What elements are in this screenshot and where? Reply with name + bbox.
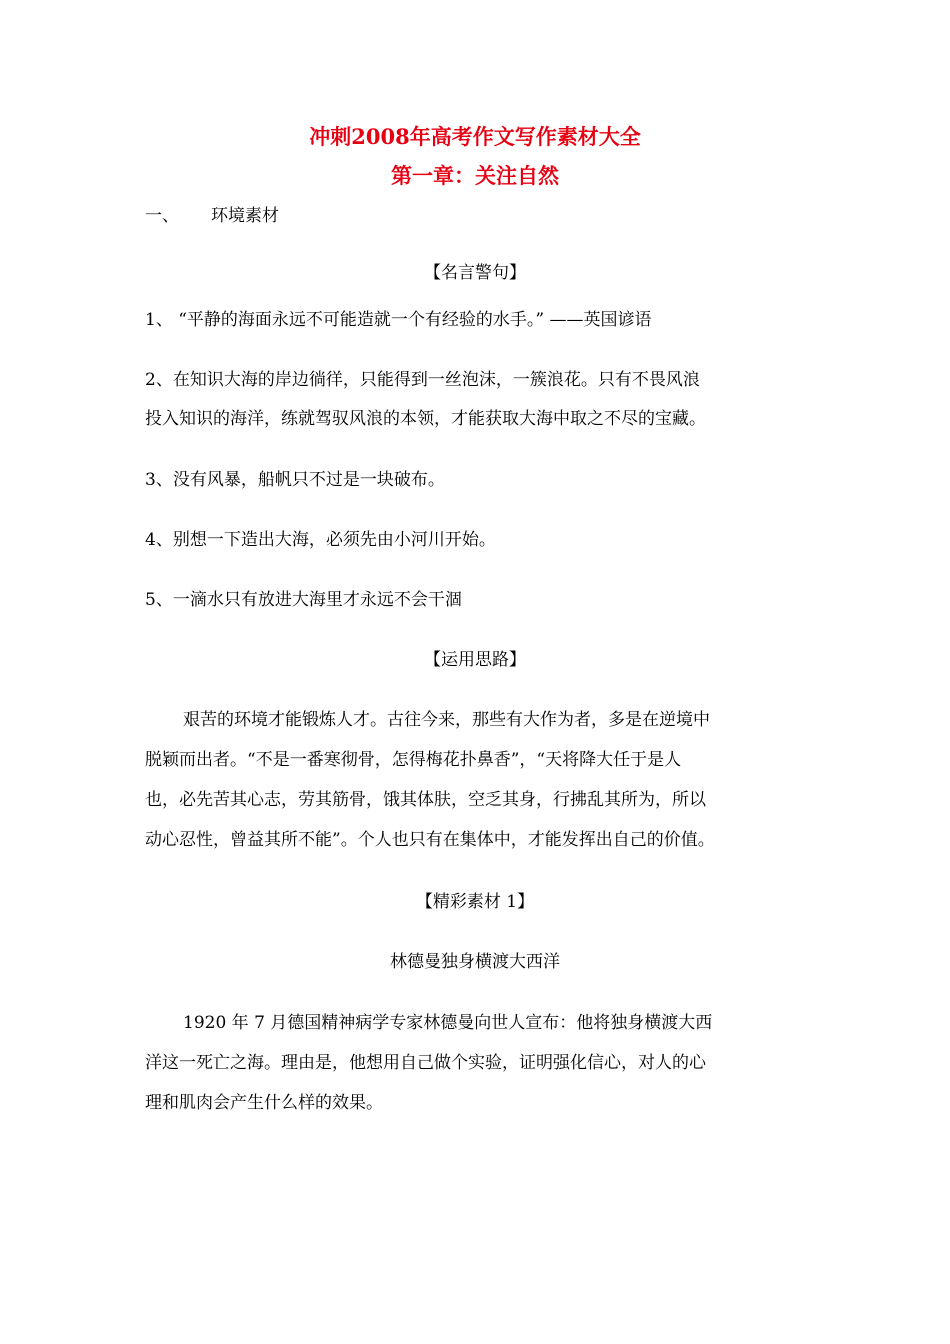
material-title: 林德曼独身横渡大西洋 (390, 952, 560, 972)
usage-line: 动心忍性，曾益其所不能”。个人也只有在集体中，才能发挥出自己的价值。 (145, 830, 715, 850)
section-title: 环境素材 (211, 206, 279, 226)
document-title: 冲刺2008年高考作文写作素材大全 (309, 124, 641, 149)
material-heading: 【精彩素材 1】 (415, 892, 535, 912)
section-number: 一、 (145, 206, 179, 226)
material-line: 理和肌肉会产生什么样的效果。 (145, 1093, 383, 1113)
quotes-heading: 【名言警句】 (424, 263, 526, 283)
material-line: 1920 年 7 月德国精神病学专家林德曼向世人宣布：他将独身横渡大西 (183, 1013, 713, 1033)
chapter-title: 第一章：关注自然 (391, 163, 559, 188)
quote-line: 5、一滴水只有放进大海里才永远不会干涸 (145, 590, 462, 610)
quote-line: 2、在知识大海的岸边徜徉，只能得到一丝泡沫，一簇浪花。只有不畏风浪 (145, 370, 700, 390)
quote-line: 投入知识的海洋，练就驾驭风浪的本领，才能获取大海中取之不尽的宝藏。 (145, 409, 706, 429)
quote-line: 3、没有风暴，船帆只不过是一块破布。 (145, 470, 445, 490)
quote-line: 4、别想一下造出大海，必须先由小河川开始。 (145, 530, 496, 550)
quote-line: 1、 “平静的海面永远不可能造就一个有经验的水手。” ——英国谚语 (145, 310, 652, 330)
section-heading (145, 203, 279, 229)
usage-line: 脱颖而出者。“不是一番寒彻骨，怎得梅花扑鼻香”，“天将降大任于是人 (145, 750, 682, 770)
usage-heading: 【运用思路】 (424, 650, 526, 670)
usage-line: 艰苦的环境才能锻炼人才。古往今来，那些有大作为者，多是在逆境中 (183, 710, 710, 730)
material-line: 洋这一死亡之海。理由是，他想用自己做个实验，证明强化信心，对人的心 (145, 1053, 706, 1073)
usage-line: 也，必先苦其心志，劳其筋骨，饿其体肤，空乏其身，行拂乱其所为，所以 (145, 790, 706, 810)
